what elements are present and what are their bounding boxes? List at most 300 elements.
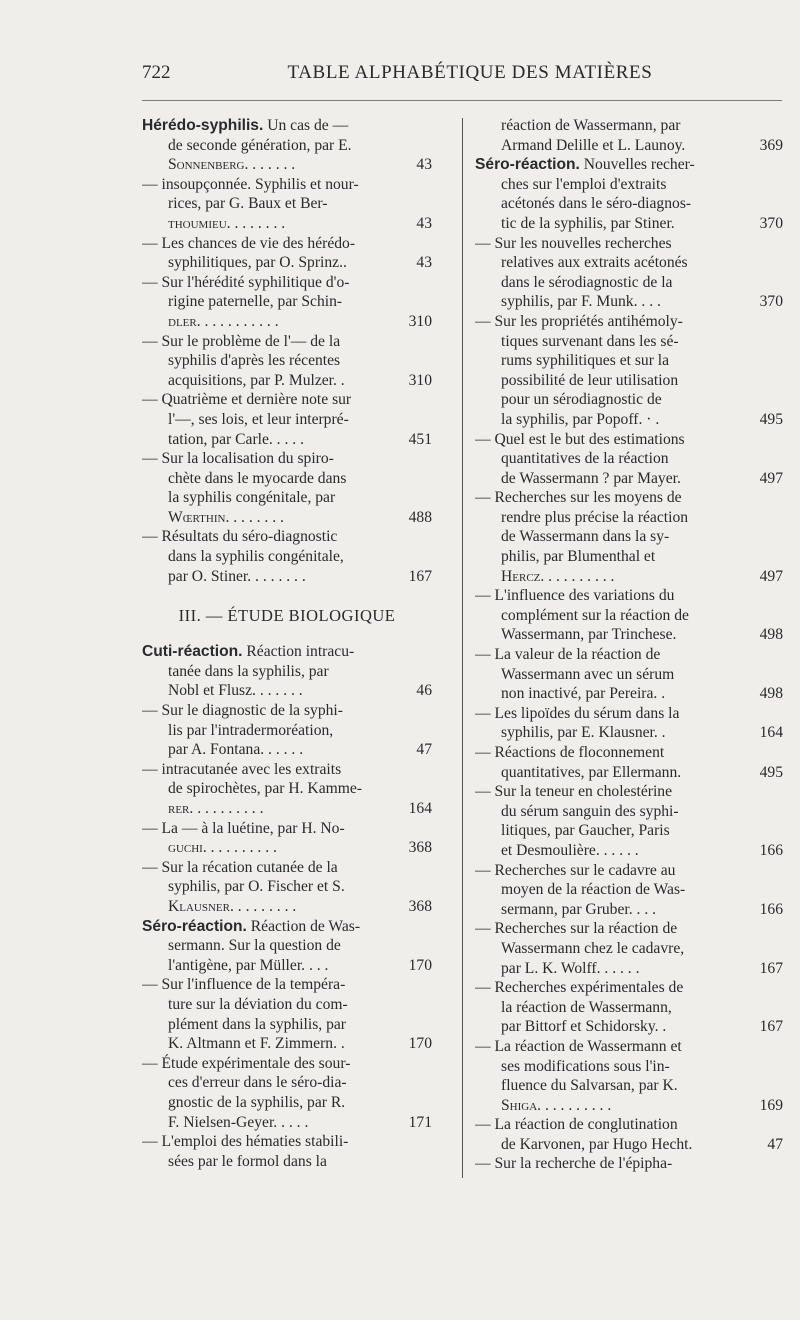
index-text: Klausner. . . . . . . . .	[168, 897, 297, 915]
index-line-text	[475, 998, 747, 1018]
index-line-text	[475, 802, 747, 822]
index-line-text	[475, 1115, 747, 1135]
index-line	[142, 1054, 432, 1074]
index-text: thoumieu. . . . . . . .	[168, 214, 286, 232]
index-line	[142, 527, 432, 547]
index-line	[142, 662, 432, 682]
index-line-text	[475, 880, 747, 900]
index-line-text	[475, 332, 747, 352]
index-line	[475, 292, 783, 312]
index-text: complément sur la réaction de	[501, 606, 689, 624]
index-text: acétonés dans le séro-diagnos-	[501, 195, 692, 213]
index-line	[475, 1037, 783, 1057]
index-line	[475, 116, 783, 136]
index-text: ches sur l'emploi d'extraits	[501, 175, 667, 193]
index-line	[475, 665, 783, 685]
index-line	[475, 488, 783, 508]
index-text: syphilis d'après les récentes	[168, 352, 341, 370]
page-reference	[396, 1152, 432, 1172]
index-line-text	[142, 1093, 396, 1113]
index-text: syphilitiques, par O. Sprinz..	[168, 254, 347, 272]
index-line	[142, 1132, 432, 1152]
index-line-text	[142, 253, 396, 273]
index-line	[142, 312, 432, 332]
page-reference	[396, 760, 432, 780]
index-line	[475, 312, 783, 332]
index-line	[475, 508, 783, 528]
index-line	[142, 351, 432, 371]
index-line-text	[475, 586, 747, 606]
index-text: quantitatives de la réaction	[501, 450, 669, 468]
page-reference	[396, 116, 432, 136]
index-line-text	[142, 681, 396, 701]
page-reference	[396, 527, 432, 547]
index-text: dans la syphilis congénitale,	[168, 548, 344, 566]
index-text: — Quatrième et dernière note sur	[142, 391, 352, 409]
index-line-text	[475, 919, 747, 939]
index-line-text	[475, 351, 747, 371]
index-line	[475, 155, 783, 175]
page-reference	[747, 430, 783, 450]
index-line	[475, 410, 783, 430]
index-line	[475, 234, 783, 254]
index-line-text	[142, 1015, 396, 1035]
page-reference: 498	[759, 626, 783, 644]
index-line	[475, 959, 783, 979]
index-line	[475, 998, 783, 1018]
left-entries-2	[142, 642, 432, 1171]
index-text: philis, par Blumenthal et	[501, 548, 656, 566]
index-text: Wassermann, par Trinchese.	[501, 626, 677, 644]
page-reference	[396, 877, 432, 897]
index-text: — Les lipoïdes du sérum dans la	[475, 704, 680, 722]
index-text: Wœrthin. . . . . . . .	[168, 508, 284, 526]
page-reference	[396, 642, 432, 662]
index-line-text	[475, 116, 747, 136]
index-line-text	[142, 116, 396, 136]
index-line-text	[475, 1096, 747, 1116]
index-text: — Sur les propriétés antihémoly-	[475, 312, 683, 330]
page-reference	[396, 469, 432, 489]
index-line-text	[475, 390, 747, 410]
index-line-text	[475, 1017, 747, 1037]
index-line-text	[142, 1132, 396, 1152]
index-line	[142, 567, 432, 587]
index-text: ces d'erreur dans le séro-dia-	[168, 1074, 347, 1092]
index-text: litiques, par Gaucher, Paris	[501, 822, 670, 840]
index-line-text	[475, 625, 747, 645]
index-line-text	[475, 567, 747, 587]
index-line-text	[475, 273, 747, 293]
index-line-text	[475, 449, 747, 469]
page-reference	[396, 488, 432, 508]
index-line	[475, 567, 783, 587]
index-line	[475, 939, 783, 959]
index-text: syphilis, par F. Munk. . . .	[501, 293, 661, 311]
page-reference	[747, 880, 783, 900]
page-reference	[396, 273, 432, 293]
index-text: lis par l'intradermoréation,	[168, 721, 334, 739]
index-line	[142, 1093, 432, 1113]
index-text: — L'influence des variations du	[475, 587, 675, 605]
page-reference	[396, 547, 432, 567]
right-column	[475, 116, 783, 1174]
page-reference	[396, 779, 432, 799]
index-line-text	[142, 390, 396, 410]
index-line-text	[142, 1113, 396, 1133]
index-line	[142, 877, 432, 897]
index-line	[142, 681, 432, 701]
page-reference	[396, 995, 432, 1015]
column-divider	[462, 118, 463, 1178]
index-text: Réaction de Was-	[246, 917, 361, 935]
index-text: par Bittorf et Schidorsky. .	[501, 1018, 667, 1036]
index-line-text	[142, 877, 396, 897]
page-reference	[396, 175, 432, 195]
index-text: gnostic de la syphilis, par R.	[168, 1093, 346, 1111]
page-reference	[747, 939, 783, 959]
index-line	[142, 779, 432, 799]
index-line	[475, 351, 783, 371]
page-reference: 166	[759, 900, 783, 918]
index-line-text	[142, 508, 396, 528]
index-line	[142, 155, 432, 175]
page-reference	[396, 975, 432, 995]
index-text: tiques survenant dans les sé-	[501, 332, 679, 350]
index-text: — Sur la localisation du spiro-	[142, 450, 334, 468]
page-reference: 167	[759, 959, 783, 977]
page-reference: 310	[408, 312, 432, 330]
page-reference	[396, 819, 432, 839]
page-reference: 171	[408, 1113, 432, 1131]
index-line	[142, 1034, 432, 1054]
index-line	[475, 1076, 783, 1096]
index-line-text	[142, 371, 396, 391]
page-reference: 368	[408, 897, 432, 915]
page-reference	[747, 273, 783, 293]
index-line	[142, 721, 432, 741]
page-reference	[747, 743, 783, 763]
left-entries	[142, 116, 432, 586]
index-text: de spirochètes, par H. Kamme-	[168, 780, 362, 798]
index-line-text	[475, 1154, 747, 1174]
index-line	[475, 743, 783, 763]
page-reference: 170	[408, 1035, 432, 1053]
page-reference: 495	[759, 410, 783, 428]
index-line-text	[142, 155, 396, 175]
index-text: dler. . . . . . . . . . .	[168, 312, 279, 330]
index-line-text	[475, 547, 747, 567]
index-line	[475, 1057, 783, 1077]
index-heading: Séro-réaction.	[475, 156, 580, 174]
index-line-text	[142, 838, 396, 858]
index-line-text	[475, 684, 747, 704]
index-line	[142, 332, 432, 352]
page-reference	[396, 136, 432, 156]
running-title: TABLE ALPHABÉTIQUE DES MATIÈRES	[287, 62, 653, 83]
index-line-text	[142, 1152, 396, 1172]
index-line-text	[475, 430, 747, 450]
index-line	[142, 116, 432, 136]
index-text: syphilis, par E. Klausner. .	[501, 724, 666, 742]
index-line	[142, 1015, 432, 1035]
index-text: — Sur la recherche de l'épipha-	[475, 1155, 673, 1173]
index-line	[475, 449, 783, 469]
page-reference	[396, 936, 432, 956]
index-line	[142, 469, 432, 489]
index-text: l'antigène, par Müller. . . .	[168, 956, 329, 974]
index-text: rigine paternelle, par Schin-	[168, 293, 343, 311]
index-line-text	[475, 527, 747, 547]
page-reference	[396, 234, 432, 254]
index-text: — La valeur de la réaction de	[475, 646, 661, 664]
page-reference	[747, 253, 783, 273]
index-text: Nobl et Flusz. . . . . . .	[168, 682, 303, 700]
page-reference	[396, 662, 432, 682]
index-text: rer. . . . . . . . . .	[168, 800, 264, 817]
page-reference	[747, 234, 783, 254]
index-line-text	[475, 253, 747, 273]
page-reference	[396, 858, 432, 878]
index-line	[475, 919, 783, 939]
index-line-text	[142, 819, 396, 839]
page-reference: 166	[759, 841, 783, 859]
page-reference: 488	[408, 508, 432, 526]
index-text: la syphilis, par Popoff. · .	[501, 410, 660, 428]
page-reference	[396, 721, 432, 741]
index-line-text	[142, 1073, 396, 1093]
index-line	[475, 273, 783, 293]
index-line	[475, 763, 783, 783]
index-text: guchi. . . . . . . . . .	[168, 839, 277, 857]
page-reference	[747, 821, 783, 841]
page-reference: 497	[759, 567, 783, 585]
page-reference	[747, 1076, 783, 1096]
index-line	[475, 1135, 783, 1155]
index-text: Shiga. . . . . . . . . .	[501, 1096, 612, 1114]
index-text: — La réaction de conglutination	[475, 1116, 678, 1134]
page-reference	[396, 351, 432, 371]
index-line-text	[475, 410, 747, 430]
index-line-text	[142, 936, 396, 956]
page-reference: 43	[416, 214, 432, 232]
index-line	[475, 527, 783, 547]
index-text: — Sur les nouvelles recherches	[475, 234, 672, 252]
index-line-text	[142, 662, 396, 682]
index-line	[142, 547, 432, 567]
index-line	[142, 917, 432, 937]
page-reference	[747, 978, 783, 998]
index-text: Wassermann chez le cadavre,	[501, 939, 685, 957]
index-line	[142, 449, 432, 469]
index-line-text	[475, 821, 747, 841]
index-line-text	[142, 740, 396, 760]
index-text: Réaction intracu-	[242, 643, 355, 661]
index-line	[142, 390, 432, 410]
index-line	[475, 802, 783, 822]
index-line-text	[475, 234, 747, 254]
index-text: tation, par Carle. . . . .	[168, 430, 304, 448]
page-reference	[747, 527, 783, 547]
index-line	[475, 880, 783, 900]
index-text: quantitatives, par Ellermann.	[501, 763, 682, 781]
index-text: non inactivé, par Pereira. .	[501, 685, 666, 703]
index-text: — Quel est le but des estimations	[475, 430, 685, 448]
left-column	[142, 116, 432, 1171]
section-title: III. — ÉTUDE BIOLOGIQUE	[178, 606, 396, 626]
page-reference	[747, 998, 783, 1018]
index-text: Nouvelles recher-	[579, 156, 695, 174]
index-line	[142, 430, 432, 450]
index-text: — Sur l'influence de la tempéra-	[142, 976, 346, 994]
page-reference	[747, 586, 783, 606]
index-line-text	[142, 175, 396, 195]
index-text: plément dans la syphilis, par	[168, 1015, 346, 1033]
index-line	[142, 194, 432, 214]
index-text: — Recherches sur les moyens de	[475, 489, 682, 507]
index-line	[142, 1113, 432, 1133]
page-reference: 368	[408, 839, 432, 857]
index-text: tic de la syphilis, par Stiner.	[501, 214, 675, 232]
page-reference: 47	[767, 1135, 783, 1153]
page-reference	[747, 547, 783, 567]
index-line-text	[142, 779, 396, 799]
page-reference	[747, 1057, 783, 1077]
index-line-text	[142, 567, 396, 587]
index-line-text	[142, 701, 396, 721]
index-text: la syphilis congénitale, par	[168, 489, 336, 507]
page-reference: 47	[416, 741, 432, 759]
index-line	[142, 956, 432, 976]
index-line-text	[475, 1037, 747, 1057]
index-text: par L. K. Wolff. . . . . .	[501, 959, 640, 977]
page-reference: 310	[408, 371, 432, 389]
index-line	[142, 975, 432, 995]
index-text: de seconde génération, par E.	[168, 136, 352, 154]
page-reference: 170	[408, 956, 432, 974]
index-line	[142, 1152, 432, 1172]
index-text: sermann, par Gruber. . . .	[501, 900, 657, 918]
index-line-text	[475, 194, 747, 214]
index-line-text	[475, 312, 747, 332]
page-reference	[747, 175, 783, 195]
index-text: moyen de la réaction de Was-	[501, 881, 686, 899]
index-text: — intracutanée avec les extraits	[142, 760, 342, 778]
index-line-text	[142, 214, 396, 234]
index-line	[475, 175, 783, 195]
index-line-text	[475, 900, 747, 920]
index-line	[142, 508, 432, 528]
index-text: — Résultats du séro-diagnostic	[142, 528, 338, 546]
page-reference	[396, 1015, 432, 1035]
index-line	[475, 1096, 783, 1116]
index-text: K. Altmann et F. Zimmern. .	[168, 1035, 345, 1053]
index-text: syphilis, par O. Fischer et S.	[168, 878, 345, 896]
index-text: — La réaction de Wassermann et	[475, 1037, 682, 1055]
page-reference: 167	[759, 1018, 783, 1036]
index-text: — Sur la teneur en cholestérine	[475, 783, 673, 801]
index-text: rendre plus précise la réaction	[501, 508, 689, 526]
page-reference: 169	[759, 1096, 783, 1114]
index-line-text	[142, 194, 396, 214]
index-text: relatives aux extraits acétonés	[501, 254, 688, 272]
index-line	[142, 819, 432, 839]
index-text: sermann. Sur la question de	[168, 937, 341, 955]
index-line	[142, 858, 432, 878]
right-entries	[475, 116, 783, 1174]
index-line	[475, 1154, 783, 1174]
index-line-text	[142, 799, 396, 819]
page-reference	[396, 1073, 432, 1093]
index-line-text	[475, 155, 747, 175]
index-line	[475, 900, 783, 920]
index-text: par O. Stiner. . . . . . . .	[168, 567, 306, 585]
index-line	[142, 234, 432, 254]
index-line	[475, 430, 783, 450]
page-reference	[747, 606, 783, 626]
page-reference: 43	[416, 254, 432, 272]
index-line-text	[475, 1057, 747, 1077]
index-line	[142, 995, 432, 1015]
index-text: l'—, ses lois, et leur interpré-	[168, 410, 349, 428]
page-reference	[747, 194, 783, 214]
index-line-text	[142, 430, 396, 450]
index-text: F. Nielsen-Geyer. . . . .	[168, 1113, 309, 1131]
index-line-text	[142, 897, 396, 917]
page-reference	[396, 701, 432, 721]
page-reference	[747, 802, 783, 822]
index-text: — Sur la récation cutanée de la	[142, 858, 338, 876]
index-text: fluence du Salvarsan, par K.	[501, 1077, 678, 1095]
index-line	[475, 861, 783, 881]
page-reference: 167	[408, 567, 432, 585]
page-reference	[747, 155, 783, 175]
page-reference	[747, 488, 783, 508]
index-line	[475, 390, 783, 410]
index-line	[475, 469, 783, 489]
page-reference	[747, 665, 783, 685]
index-line-text	[475, 606, 747, 626]
index-line	[142, 1073, 432, 1093]
index-line	[142, 642, 432, 662]
index-line-text	[475, 469, 747, 489]
page-reference: 164	[408, 800, 432, 817]
index-text: pour un sérodiagnostic de	[501, 391, 662, 409]
index-text: dans le sérodiagnostic de la	[501, 273, 673, 291]
page-number: 722	[142, 62, 171, 83]
index-line-text	[475, 175, 747, 195]
page-reference: 369	[759, 136, 783, 154]
index-text: rums syphilitiques et sur la	[501, 352, 670, 370]
page-reference	[747, 1154, 783, 1174]
index-line	[475, 1115, 783, 1135]
page-reference	[396, 1054, 432, 1074]
index-text: et Desmoulière. . . . . .	[501, 841, 639, 859]
index-text: — insoupçonnée. Syphilis et nour-	[142, 175, 359, 193]
index-line	[142, 838, 432, 858]
index-heading: Séro-réaction.	[142, 917, 247, 935]
index-text: — Sur le diagnostic de la syphi-	[142, 702, 343, 720]
index-line-text	[142, 721, 396, 741]
index-line	[142, 371, 432, 391]
index-line-text	[475, 136, 747, 156]
index-text: la réaction de Wassermann,	[501, 998, 672, 1016]
index-line-text	[475, 861, 747, 881]
page-reference	[396, 390, 432, 410]
page-reference: 370	[759, 293, 783, 311]
index-line	[142, 488, 432, 508]
index-text: Sonnenberg. . . . . . .	[168, 156, 296, 174]
